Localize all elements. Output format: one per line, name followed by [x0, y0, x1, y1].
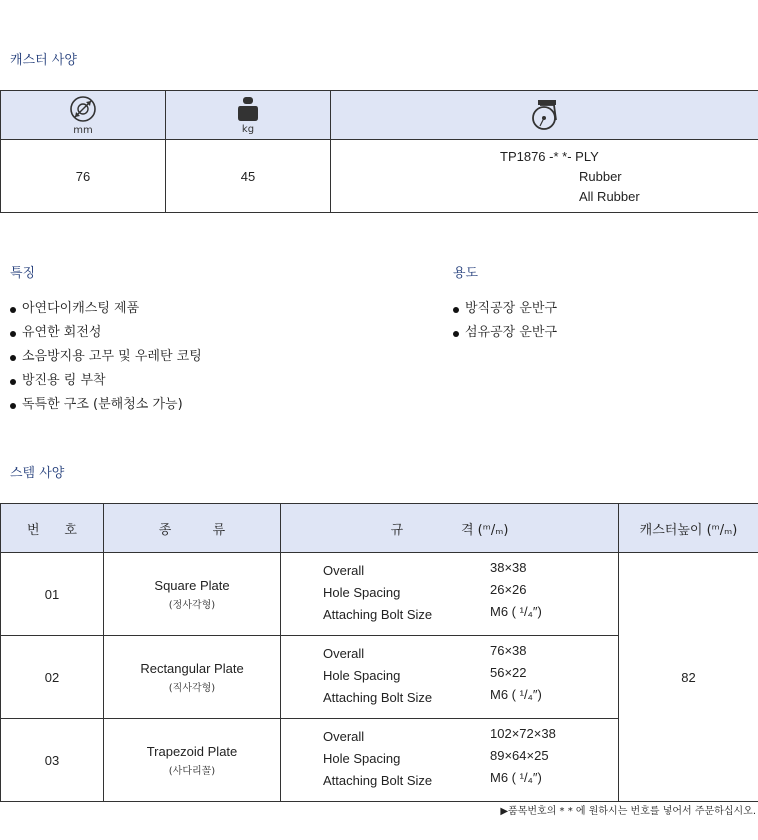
- stem-spec-title: 스템 사양: [10, 466, 65, 481]
- type-header: 종 류: [104, 504, 281, 553]
- wheel-diameter-icon: [69, 95, 97, 123]
- plate-name: Rectangular Plate: [140, 660, 244, 676]
- list-item: 소음방지용 고무 및 우레탄 코팅: [10, 345, 202, 369]
- plate-spec: [281, 719, 619, 802]
- spec-label: Attaching Bolt Size: [323, 690, 433, 705]
- model-cell: [331, 140, 758, 213]
- load-header: [166, 91, 331, 140]
- spec-label: Attaching Bolt Size: [323, 773, 433, 788]
- plate-type: [104, 553, 281, 636]
- spec-value: M6 ( ¹/₄″): [490, 687, 542, 702]
- plate-type: [104, 719, 281, 802]
- plate-name: Trapezoid Plate: [146, 743, 238, 759]
- spec-value: 26×26: [490, 582, 527, 597]
- spec-header: 규 격 (ᵐ/ₘ): [281, 504, 619, 553]
- row-number: 03: [1, 719, 104, 802]
- stem-spec-table: [0, 503, 758, 802]
- spec-label: Overall: [323, 646, 365, 661]
- caster-wheel-icon: [530, 98, 560, 132]
- spec-label: Hole Spacing: [323, 585, 401, 600]
- caster-spec-header-row: [1, 91, 758, 140]
- spec-label: Attaching Bolt Size: [323, 607, 433, 622]
- spec-label: Hole Spacing: [323, 668, 401, 683]
- spec-value: M6 ( ¹/₄″): [490, 770, 542, 785]
- weight-icon: [237, 96, 259, 122]
- stem-header-row: [1, 504, 758, 553]
- material-option-1: Rubber: [579, 169, 622, 184]
- model-number: TP1876 -* *- PLY: [500, 149, 599, 164]
- plate-name: Square Plate: [154, 577, 230, 593]
- spec-label: Overall: [323, 563, 365, 578]
- spec-value: M6 ( ¹/₄″): [490, 604, 542, 619]
- uses-title: 용도: [453, 266, 479, 281]
- order-footnote: ▶품목번호의 * * 에 원하시는 번호를 넣어서 주문하십시오.: [500, 806, 756, 817]
- caster-spec-value-row: [1, 140, 758, 213]
- plate-type: [104, 636, 281, 719]
- load-value: 45: [166, 140, 331, 213]
- spec-value: 56×22: [490, 665, 527, 680]
- caster-spec-table: [0, 90, 758, 213]
- plate-name-korean: (직사각형): [168, 682, 216, 694]
- spec-value: 102×72×38: [490, 726, 556, 741]
- list-item: 유연한 회전성: [10, 321, 202, 345]
- material-option-2: All Rubber: [579, 189, 640, 204]
- list-item: 독특한 구조 (분해청소 가능): [10, 393, 202, 417]
- model-header: [331, 91, 758, 140]
- spec-value: 89×64×25: [490, 748, 549, 763]
- spec-label: Hole Spacing: [323, 751, 401, 766]
- spec-value: 38×38: [490, 560, 527, 575]
- diameter-header: [1, 91, 166, 140]
- features-title: 특징: [10, 266, 36, 281]
- list-item: 방직공장 운반구: [453, 297, 557, 321]
- caster-spec-title: 캐스터 사양: [10, 53, 77, 68]
- diameter-unit: mm: [73, 124, 93, 136]
- load-unit: kg: [241, 123, 255, 135]
- plate-spec: [281, 553, 619, 636]
- diameter-value: 76: [1, 140, 166, 213]
- features-list: [10, 297, 202, 417]
- uses-list: [453, 297, 557, 345]
- plate-name-korean: (사다리꼴): [168, 765, 216, 777]
- number-header: 번 호: [1, 504, 104, 553]
- list-item: 방진용 링 부착: [10, 369, 202, 393]
- row-number: 01: [1, 553, 104, 636]
- row-number: 02: [1, 636, 104, 719]
- table-row: [1, 553, 758, 636]
- plate-spec: [281, 636, 619, 719]
- list-item: 아연다이캐스팅 제품: [10, 297, 202, 321]
- list-item: 섬유공장 운반구: [453, 321, 557, 345]
- caster-height-value: 82: [619, 553, 758, 802]
- plate-name-korean: (정사각형): [168, 599, 216, 611]
- spec-label: Overall: [323, 729, 365, 744]
- height-header: 캐스터높이 (ᵐ/ₘ): [619, 504, 758, 553]
- spec-value: 76×38: [490, 643, 527, 658]
